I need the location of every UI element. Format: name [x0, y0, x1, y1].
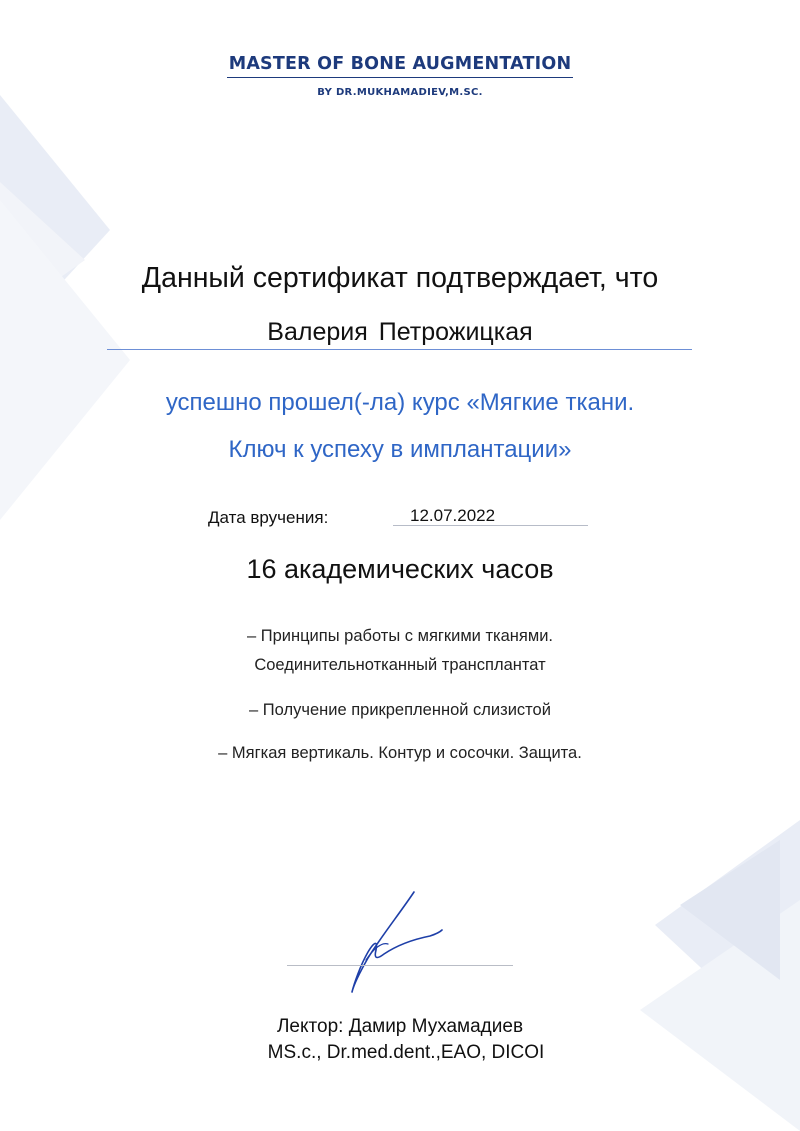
logo-subtitle: BY DR.MUKHAMADIEV,M.SC.	[317, 87, 483, 98]
topic-line: – Мягкая вертикаль. Контур и сосочки. Защита.	[218, 744, 582, 762]
confirm-text: Данный сертификат подтверждает, что	[141, 262, 659, 294]
course-line-1: успешно прошел(-ла) курс «Мягкие ткани.	[165, 389, 635, 416]
date-underline	[393, 525, 588, 526]
course-line-2: Ключ к успеху в имплантации»	[228, 436, 572, 463]
lecturer-credentials: MS.c., Dr.med.dent.,EAO, DICOI	[267, 1042, 545, 1063]
lecturer-name: Лектор: Дамир Мухамадиев	[276, 1016, 524, 1037]
date-value: 12.07.2022	[410, 506, 496, 525]
topic-line: Соединительнотканный трансплантат	[254, 656, 546, 674]
signature-line	[287, 965, 513, 966]
topic-line: – Получение прикрепленной слизистой	[249, 701, 551, 719]
date-label: Дата вручения:	[208, 508, 329, 527]
topic-item	[0, 696, 800, 725]
name-underline	[107, 349, 692, 350]
lecturer-info	[0, 1014, 800, 1066]
academic-hours: 16 академических часов	[246, 554, 554, 584]
topic-item	[0, 622, 800, 680]
logo	[0, 54, 800, 98]
topic-line: – Принципы работы с мягкими тканями.	[246, 627, 553, 645]
logo-title: MASTER OF BONE AUGMENTATION	[227, 54, 574, 78]
signature-graphic	[330, 888, 450, 998]
recipient-name: Валерия Петрожицкая	[267, 318, 533, 346]
topic-item	[0, 739, 800, 768]
